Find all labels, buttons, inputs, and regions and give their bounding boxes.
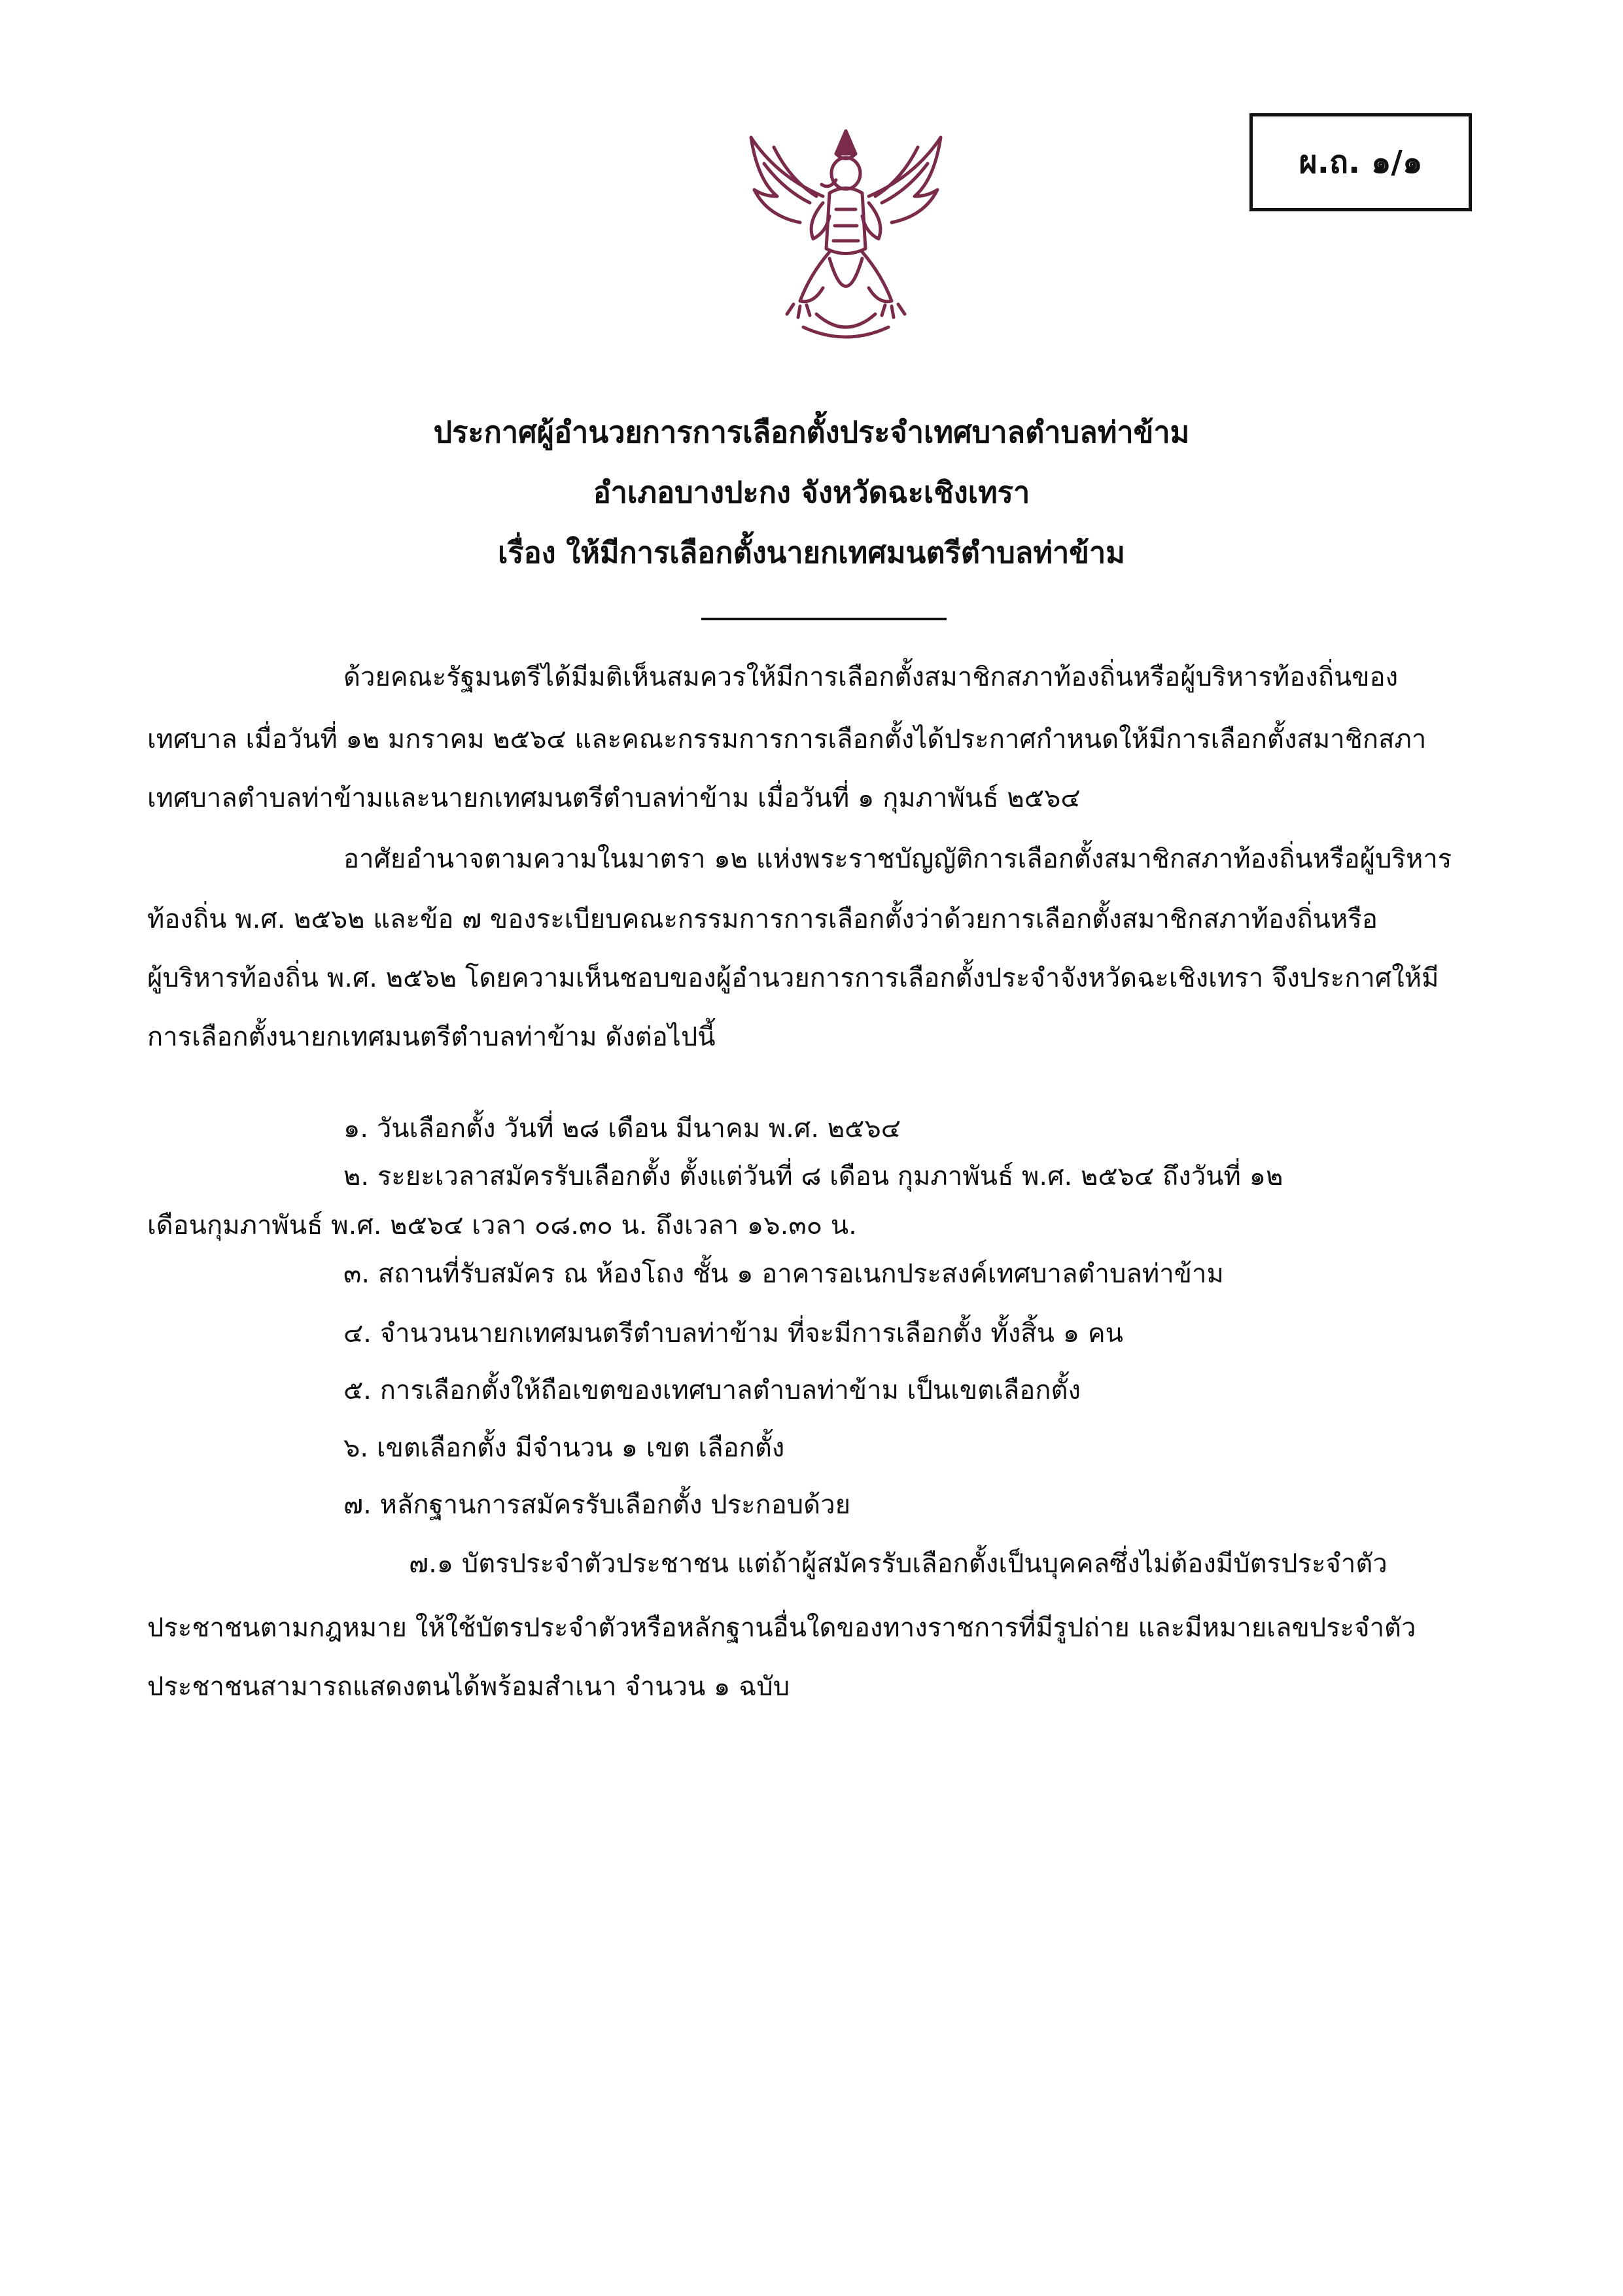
title-line-1: ประกาศผู้อำนวยการการเลือกตั้งประจำเทศบาลตำบลท่าข้าม [433,415,1190,450]
title-divider [701,618,947,620]
list-item-2-continued: เดือนกุมภาพันธ์ พ.ศ. ๒๕๖๔ เวลา ๐๘.๓๐ น. ถึงเวลา ๑๖.๓๐ น. [147,1210,857,1241]
list-item-7: ๗. หลักฐานการสมัครรับเลือกตั้ง ประกอบด้วย [343,1490,851,1520]
paragraph-1-line-2: เทศบาล เมื่อวันที่ ๑๒ มกราคม ๒๕๖๔ และคณะกรรมการการเลือกตั้งได้ประกาศกำหนดให้มีการเลือกตั้งสมาชิกสภา [147,724,1427,754]
paragraph-2-line-2: ท้องถิ่น พ.ศ. ๒๕๖๒ และข้อ ๗ ของระเบียบคณะกรรมการการเลือกตั้งว่าด้วยการเลือกตั้งสมาชิกสภาท้องถิ่นหรือ [147,904,1378,934]
announcement-title [0,402,1623,583]
paragraph-2-line-1: อาศัยอำนาจตามความในมาตรา ๑๒ แห่งพระราชบัญญัติการเลือกตั้งสมาชิกสภาท้องถิ่นหรือผู้บริหาร [343,844,1452,874]
list-item-2: ๒. ระยะเวลาสมัครรับเลือกตั้ง ตั้งแต่วันที่ ๘ เดือน กุมภาพันธ์ พ.ศ. ๒๕๖๔ ถึงวันที่ ๑๒ [343,1161,1283,1192]
list-item-4: ๔. จำนวนนายกเทศมนตรีตำบลท่าข้าม ที่จะมีการเลือกตั้ง ทั้งสิ้น ๑ คน [343,1318,1123,1349]
sub-item-7-1-line-2: ประชาชนตามกฎหมาย ให้ใช้บัตรประจำตัวหรือหลักฐานอื่นใดของทางราชการที่มีรูปถ่าย และมีหมายเลขประจำตัว [147,1613,1416,1643]
paragraph-1-line-3: เทศบาลตำบลท่าข้ามและนายกเทศมนตรีตำบลท่าข้าม เมื่อวันที่ ๑ กุมภาพันธ์ ๒๕๖๔ [147,783,1081,813]
garuda-emblem-icon [738,118,954,347]
paragraph-1-line-1: ด้วยคณะรัฐมนตรีได้มีมติเห็นสมควรให้มีการเลือกตั้งสมาชิกสภาท้องถิ่นหรือผู้บริหารท้องถิ่นของ [343,662,1399,692]
paragraph-2-line-4: การเลือกตั้งนายกเทศมนตรีตำบลท่าข้าม ดังต่อไปนี้ [147,1022,716,1052]
list-item-1: ๑. วันเลือกตั้ง วันที่ ๒๘ เดือน มีนาคม พ.ศ. ๒๕๖๔ [343,1114,901,1144]
sub-item-7-1-line-3: ประชาชนสามารถแสดงตนได้พร้อมสำเนา จำนวน ๑ ฉบับ [147,1672,790,1702]
sub-item-7-1-line-1: ๗.๑ บัตรประจำตัวประชาชน แต่ถ้าผู้สมัครรับเลือกตั้งเป็นบุคคลซึ่งไม่ต้องมีบัตรประจำตัว [409,1549,1387,1579]
form-code-box [1249,113,1472,211]
list-item-3: ๓. สถานที่รับสมัคร ณ ห้องโถง ชั้น ๑ อาคารอเนกประสงค์เทศบาลตำบลท่าข้าม [343,1259,1224,1289]
title-line-3: เรื่อง ให้มีการเลือกตั้งนายกเทศมนตรีตำบลท่าข้าม [498,535,1125,570]
list-item-5: ๕. การเลือกตั้งให้ถือเขตของเทศบาลตำบลท่าข้าม เป็นเขตเลือกตั้ง [343,1375,1081,1405]
list-item-6: ๖. เขตเลือกตั้ง มีจำนวน ๑ เขต เลือกตั้ง [343,1433,785,1463]
title-line-2: อำเภอบางปะกง จังหวัดฉะเชิงเทรา [593,475,1030,510]
form-code-label: ผ.ถ. ๑/๑ [1299,144,1423,181]
paragraph-2-line-3: ผู้บริหารท้องถิ่น พ.ศ. ๒๕๖๒ โดยความเห็นชอบของผู้อำนวยการการเลือกตั้งประจำจังหวัดฉะเชิงเทรา จึงประกาศให้มี [147,963,1439,993]
